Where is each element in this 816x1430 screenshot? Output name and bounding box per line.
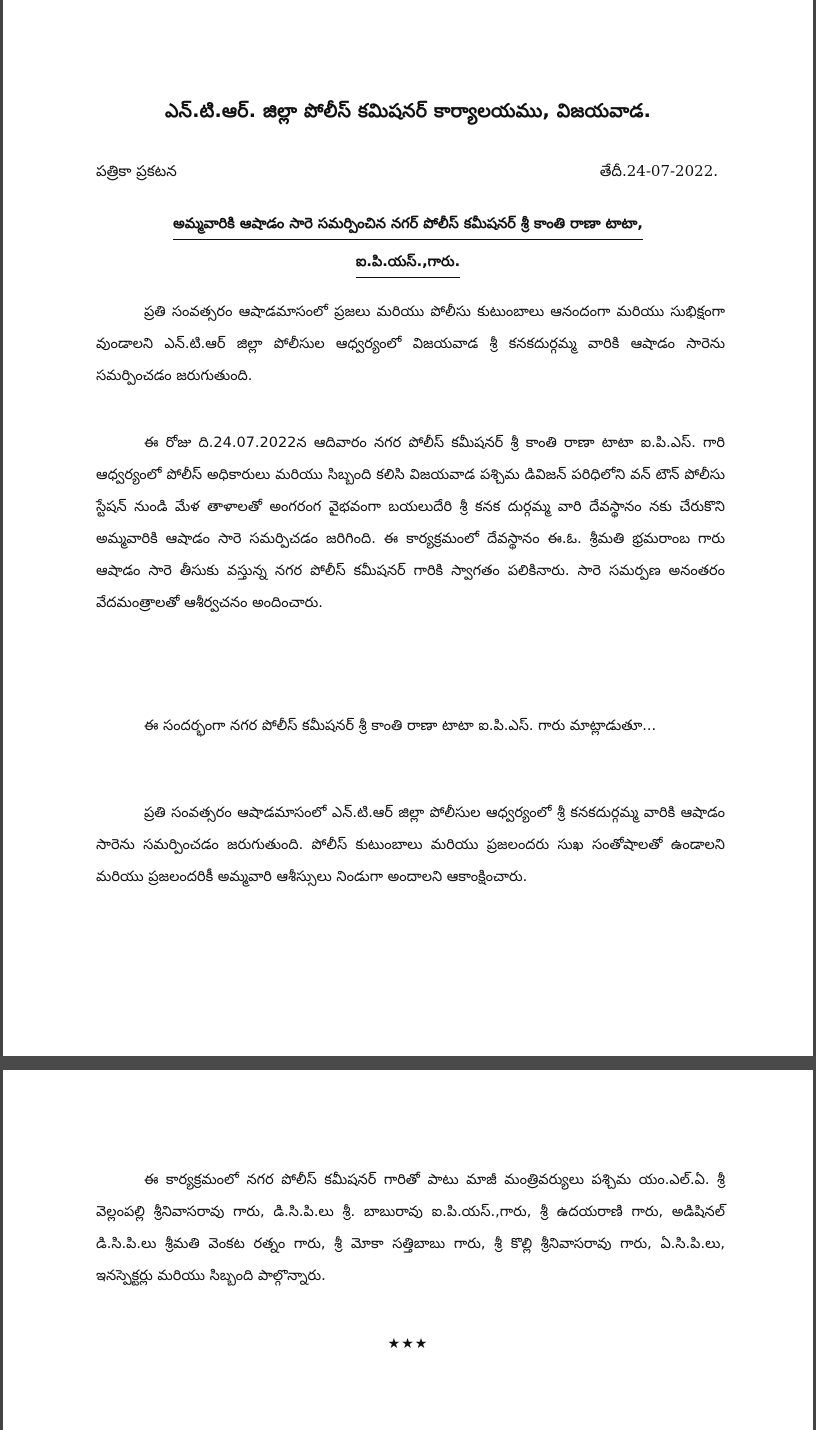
press-release-label: పత్రికా ప్రకటన xyxy=(96,162,177,180)
body-paragraph-2: ఈ రోజు ది.24.07.2022న ఆదివారం నగర పోలీస్ కమీషనర్ శ్రీ కాంతి రాణా టాటా ఐ.పి.ఎస్. గారి ఆధ్వర్యంలో పోలీస్ అధికారులు మరియు సిబ్బంది కలిసి విజయవాడ పశ్చిమ డివిజన్ పరిధిలోని వన్ టౌన్ పోలీసు స్టేషన్ నుండి మేళ తాళాలతో అంగరంగ వైభవంగా బయలుదేరి శ్రీ కనక దుర్గమ్మ వారి దేవస్థానం నకు చేరుకొని అమ్మవారికి ఆషాడం సారె సమర్పిచడం జరిగింది. ఈ కార్యక్రమంలో దేవస్థానం ఈ.ఓ. శ్రీమతి భ్రమరాంబ గారు ఆషాడం సారె తీసుకు వస్తున్న నగర పోలీస్ కమీషనర్ గారికి స్వాగతం పలికినారు. సారె సమర్పణ అనంతరం వేదమంత్రాలతో ఆశీర్వచనం అందించారు. xyxy=(96,435,725,611)
body-paragraph-4: ప్రతి సంవత్సరం ఆషాడమాసంలో ఎన్.టి.ఆర్ జిల్లా పోలీసుల ఆధ్వర్యంలో శ్రీ కనకదుర్గమ్మ వారికి ఆషాడం సారెను సమర్పించడం జరుగుతుంది. పోలీస్ కుటుంబాలు మరియు ప్రజలందరు సుఖ సంతోషాలతో ఉండాలని మరియు ప్రజలందరికీ అమ్మవారి ఆశీస్సులు నిండుగా అందాలని ఆకాంక్షించారు. xyxy=(96,805,725,885)
body-paragraph-5: ఈ కార్యక్రమంలో నగర పోలీస్ కమీషనర్ గారితో పాటు మాజీ మంత్రివర్యులు పశ్చిమ యం.ఎల్.ఏ. శ్రీ వెల్లంపల్లి శ్రీనివాసరావు గారు, డి.సి.పి.లు శ్రీ. బాబురావు ఐ.పి.యస్.,గారు, శ్రీ ఉదయరాణి గారు, అడిషినల్ డి.సి.పి.లు శ్రీమతి వెంకట రత్నం గారు, శ్రీ మోకా సత్తిబాబు గారు, శ్రీ కొల్లి శ్రీనివాసరావు గారు, ఏ.సి.పి.లు, ఇనస్పెక్టర్లు మరియు సిబ్బంది పాల్గొన్నారు. xyxy=(96,1172,725,1284)
news-title-line-2 xyxy=(3,254,813,278)
office-heading: ఎన్.టి.ఆర్. జిల్లా పోలీస్ కమిషనర్ కార్యాలయము, విజయవాడ. xyxy=(164,100,652,122)
end-mark-stars: ★★★ xyxy=(387,1336,429,1352)
document-page-2 xyxy=(0,1070,816,1430)
body-paragraph-1: ప్రతి సంవత్సరం ఆషాడమాసంలో ప్రజలు మరియు పోలీసు కుటుంబాలు ఆనందంగా మరియు సుభిక్షంగా వుండాలని ఎన్.టి.ఆర్ జిల్లా పోలీసుల ఆధ్వర్యంలో విజయవాడ శ్రీ కనకదుర్గమ్మ వారికి ఆషాడం సారెను సమర్పించడం జరుగుతుంది. xyxy=(96,304,725,384)
news-title-line-2-text: ఐ.పి.యస్.,గారు. xyxy=(356,254,460,278)
news-title-line-1-text: అమ్మవారికి ఆషాడం సారె సమర్పించిన నగర్ పోలీస్ కమీషనర్ శ్రీ కాంతి రాణా టాటా, xyxy=(173,216,643,240)
release-date: తేదీ.24-07-2022. xyxy=(599,162,718,180)
news-title-line-1 xyxy=(3,216,813,240)
page-separator xyxy=(0,1056,816,1070)
body-paragraph-3: ఈ సందర్భంగా నగర పోలీస్ కమీషనర్ శ్రీ కాంతి రాణా టాటా ఐ.పి.ఎస్. గారు మాట్లాడుతూ... xyxy=(144,718,657,734)
